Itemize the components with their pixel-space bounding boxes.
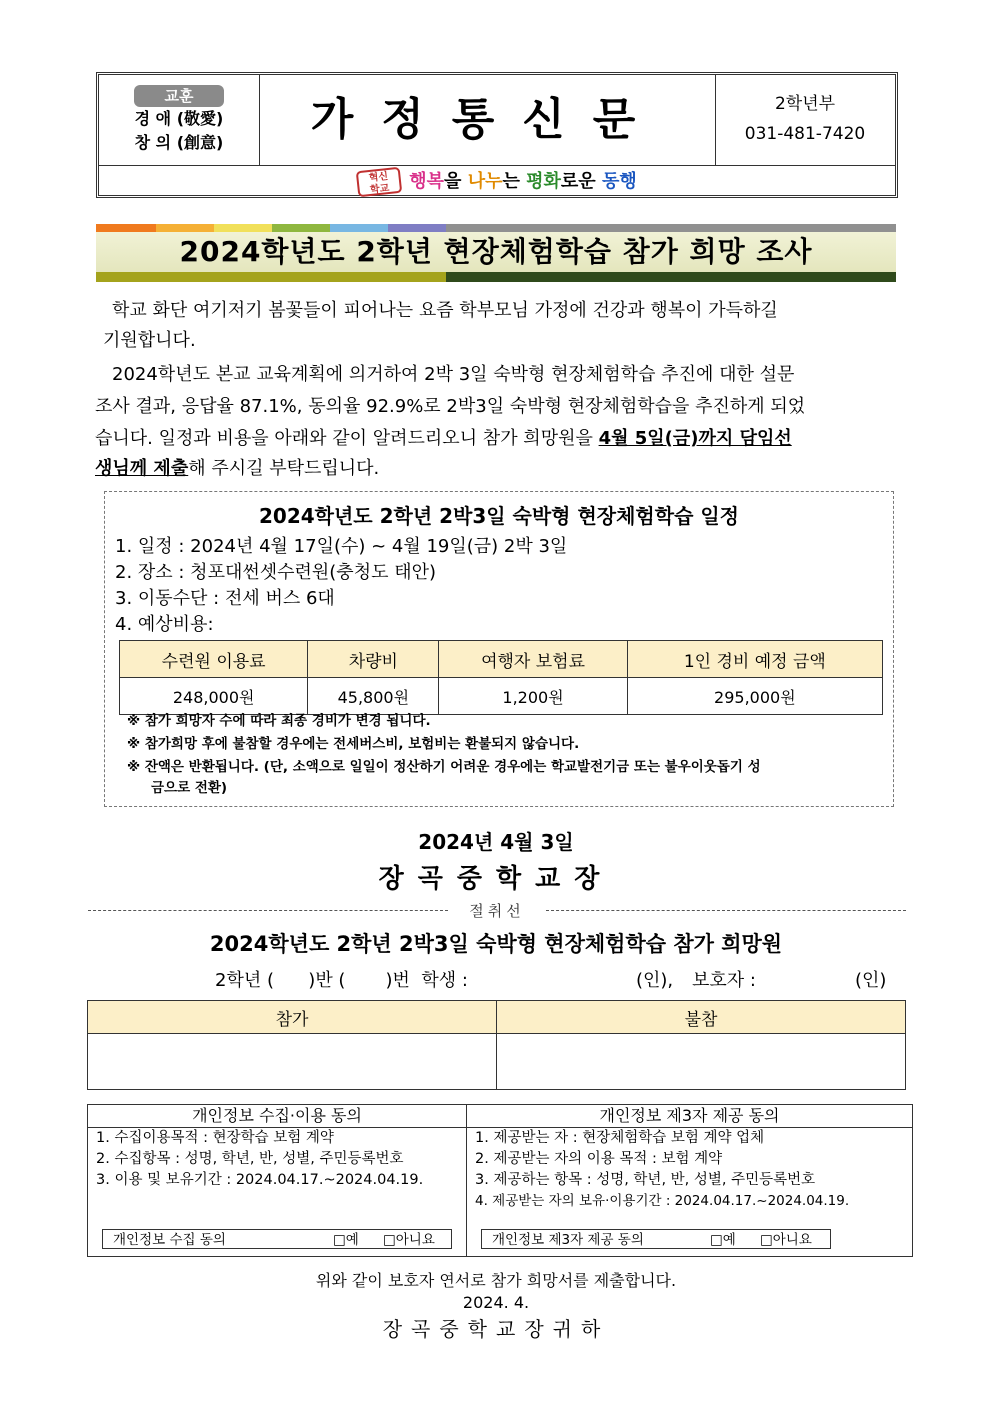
submission-statement: 위와 같이 보호자 연서로 참가 희망서를 제출합니다. [315, 1271, 677, 1290]
department-phone: 031-481-7420 [744, 124, 866, 144]
principal-signature: 장곡중학교장 [378, 864, 614, 894]
student-seal: (인), [636, 970, 674, 991]
schedule-transport: 3. 이동수단 : 전세 버스 6대 [115, 588, 335, 609]
cost-table-header [120, 641, 883, 678]
newsletter-title: 가정통신문 [259, 75, 716, 165]
guardian-seal: (인) [855, 970, 887, 991]
collection-yes-checkbox[interactable]: □예 [333, 1232, 359, 1248]
attendance-table [87, 1000, 906, 1090]
color-bar-segment [156, 224, 214, 232]
cost-value-cell: 45,800원 [308, 678, 439, 715]
intro-line-6-text: 해 주시길 부탁드립니다. [188, 458, 380, 479]
guardian-label[interactable]: 보호자 : [692, 970, 756, 991]
underline-dark [446, 272, 896, 282]
schedule-box [104, 491, 894, 807]
attend-check-cell[interactable] [88, 1034, 497, 1090]
cost-table-row [120, 678, 883, 715]
stamp-bottom: 학교 [369, 182, 391, 196]
slogan-segment: 나누 [467, 171, 503, 192]
intro-line-1: 학교 화단 여기저기 봄꽃들이 피어나는 요즘 학부모님 가정에 건강과 행복이 가득하길 [112, 300, 778, 321]
collection-item: 1. 수집이용목적 : 현장학습 보험 계약 [96, 1130, 334, 1146]
collection-item: 2. 수집항목 : 성명, 학년, 반, 성별, 주민등록번호 [96, 1151, 404, 1167]
collection-item: 3. 이용 및 보유기간 : 2024.04.17.~2024.04.19. [96, 1172, 424, 1188]
form-title: 2024학년도 2학년 2박3일 숙박형 현장체험학습 참가 희망원 [209, 932, 783, 956]
cost-note-3-cont: 금으로 전환) [151, 780, 228, 796]
cost-header-cell: 여행자 보험료 [439, 641, 627, 678]
underline-light [96, 272, 446, 282]
slogan-segment: 평화 [526, 171, 561, 192]
collection-consent-title: 개인정보 수집·이용 동의 [88, 1105, 466, 1128]
schedule-cost-label: 4. 예상비용: [115, 614, 214, 635]
issue-date: 2024년 4월 3일 [418, 830, 574, 854]
cost-header-cell: 1인 경비 예정 금액 [627, 641, 882, 678]
color-bar-segment [388, 224, 446, 232]
third-party-consent-label: 개인정보 제3자 제공 동의 [492, 1232, 644, 1248]
slogan-segment: 행복 [409, 171, 445, 192]
attend-header: 참가 [88, 1001, 497, 1034]
intro-line-5 [95, 424, 792, 454]
document-title-band [96, 232, 896, 272]
cost-note-2: ※ 참가희망 후에 불참할 경우에는 전세버스비, 보험비는 환불되지 않습니다. [127, 736, 580, 752]
school-slogan [99, 166, 895, 198]
intro-line-4: 조사 결과, 응답율 87.1%, 동의율 92.9%로 2박3일 숙박형 현장체험학습을 추진하게 되었 [95, 396, 806, 417]
slogan-segment: 는 [502, 171, 527, 192]
privacy-consent-section [87, 1104, 913, 1257]
cut-line-label: 절취선 [469, 902, 525, 920]
cut-line-dash-left [88, 910, 448, 911]
slogan-segment: 을 [444, 171, 468, 192]
collection-consent-label: 개인정보 수집 동의 [113, 1232, 226, 1248]
third-party-item: 3. 제공하는 항목 : 성명, 학년, 반, 성별, 주민등록번호 [475, 1172, 816, 1188]
school-motto [99, 75, 260, 165]
department-info [715, 75, 895, 165]
intro-line-3: 2024학년도 본교 교육계획에 의거하여 2박 3일 숙박형 현장체험학습 추진에 대한 설문 [112, 364, 795, 385]
newsletter-header [96, 72, 898, 198]
title-underline-bar [96, 272, 896, 282]
intro-line-6 [95, 454, 379, 484]
third-party-consent [467, 1105, 912, 1256]
color-bar-segment [214, 224, 272, 232]
cost-value-cell: 295,000원 [627, 678, 882, 715]
header-top-row [99, 75, 895, 166]
motto-line-1: 경 애 (敬愛) [134, 109, 224, 128]
cost-value-cell: 1,200원 [439, 678, 627, 715]
cost-table [119, 640, 883, 715]
collection-no-checkbox[interactable]: □아니요 [383, 1232, 435, 1248]
document-title: 2024학년도 2학년 현장체험학습 참가 희망 조사 [179, 235, 813, 268]
decorative-color-bar [96, 224, 896, 232]
color-bar-segment [446, 224, 896, 232]
attendance-header [88, 1001, 906, 1034]
third-party-item: 4. 제공받는 자의 보유·이용기간 : 2024.04.17.~2024.04.19. [475, 1193, 850, 1209]
student-info-line[interactable]: 2학년 ( )반 ( )번 학생 : [215, 970, 468, 991]
collection-consent [88, 1105, 467, 1256]
stamp-top: 혁신 [368, 171, 389, 185]
motto-badge: 교훈 [134, 85, 224, 107]
schedule-place: 2. 장소 : 청포대썬셋수련원(충청도 태안) [115, 562, 436, 583]
cost-value-cell: 248,000원 [120, 678, 308, 715]
color-bar-segment [272, 224, 330, 232]
innovation-school-stamp-icon [356, 167, 402, 197]
third-party-item: 2. 제공받는 자의 이용 목적 : 보험 계약 [475, 1151, 723, 1167]
absent-header: 불참 [497, 1001, 906, 1034]
cost-note-3: ※ 잔액은 반환됩니다. (단, 소액으로 일일이 정산하기 어려운 경우에는 학교발전기금 또는 불우이웃돕기 성 [127, 759, 761, 775]
deadline-emphasis: 4월 5일(금)까지 담임선 [598, 428, 792, 449]
slogan-segment: 로운 [560, 171, 602, 192]
footer-date: 2024. 4. [462, 1293, 530, 1312]
color-bar-segment [330, 224, 388, 232]
submit-emphasis: 생님께 제출 [95, 458, 189, 479]
department-name: 2학년부 [774, 94, 836, 114]
cut-line-dash-right [546, 910, 906, 911]
absent-check-cell[interactable] [497, 1034, 906, 1090]
third-party-yes-checkbox[interactable]: □예 [710, 1232, 736, 1248]
intro-line-5-text: 습니다. 일정과 비용을 아래와 같이 알려드리오니 참가 희망원을 [95, 428, 599, 449]
schedule-date: 1. 일정 : 2024년 4월 17일(수) ~ 4월 19일(금) 2박 3일 [115, 536, 568, 557]
third-party-consent-checkbox-row [481, 1229, 831, 1249]
color-bar-segment [96, 224, 156, 232]
cost-header-cell: 수련원 이용료 [120, 641, 308, 678]
third-party-item: 1. 제공받는 자 : 현장체험학습 보험 계약 업체 [475, 1130, 765, 1146]
schedule-title: 2024학년도 2학년 2박3일 숙박형 현장체험학습 일정 [259, 504, 739, 528]
footer-addressee: 장곡중학교장귀하 [382, 1317, 610, 1341]
intro-line-2: 기원합니다. [103, 330, 196, 351]
cost-header-cell: 차량비 [308, 641, 439, 678]
cut-line [88, 902, 906, 918]
third-party-no-checkbox[interactable]: □아니요 [760, 1232, 812, 1248]
motto-line-2: 창 의 (創意) [134, 133, 224, 152]
slogan-text [409, 171, 636, 192]
third-party-consent-title: 개인정보 제3자 제공 동의 [467, 1105, 912, 1128]
attendance-input-row [88, 1034, 906, 1090]
collection-consent-checkbox-row [102, 1229, 452, 1249]
slogan-segment: 동행 [601, 171, 637, 192]
cost-note-1: ※ 참가 희망자 수에 따라 최종 경비가 변경 됩니다. [127, 713, 431, 729]
